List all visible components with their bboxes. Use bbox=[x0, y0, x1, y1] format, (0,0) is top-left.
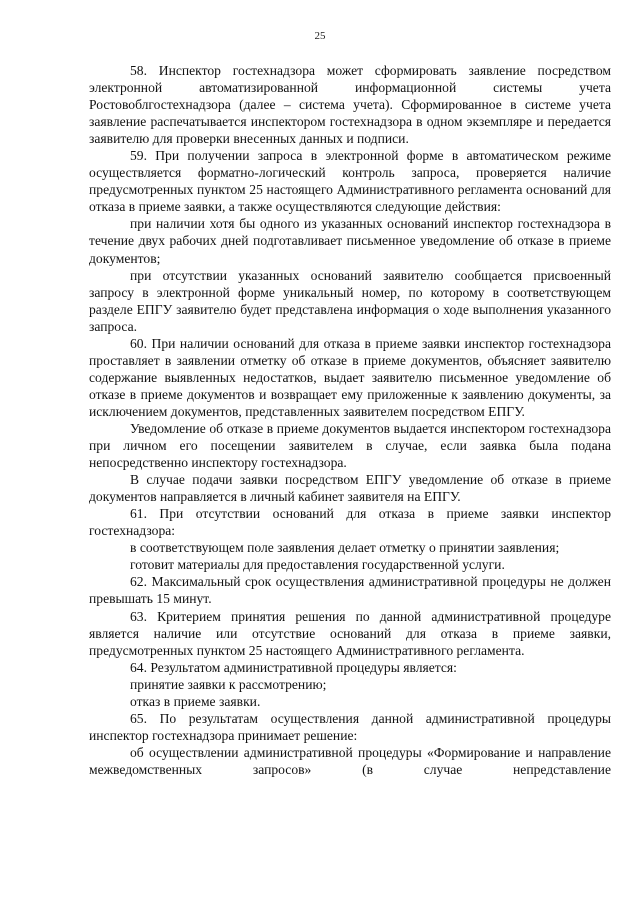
paragraph-58: 58. Инспектор гостехнадзора может сформировать заявление посредством электронной автоматизированной информационной системы учета Ростовоблгостехнадзора (далее – система учета). Сформированное в системе учета заявление распечатывается инспектором гостехнадзора в одном экземпляре и передается заявителю для проверки внесенных данных и подписи. bbox=[89, 63, 611, 147]
paragraph-61-item-2: готовит материалы для предоставления государственной услуги. bbox=[130, 557, 505, 573]
paragraph-59-item-1: при наличии хотя бы одного из указанных оснований инспектор гостехнадзора в течение двух рабочих дней подготавливает письменное уведомление об отказе в приеме документов; bbox=[89, 216, 611, 266]
paragraph-64: 64. Результатом административной процедуры является: bbox=[130, 659, 457, 675]
document-body bbox=[89, 62, 611, 778]
paragraph-64-item-2: отказ в приеме заявки. bbox=[130, 693, 261, 709]
paragraph-59: 59. При получении запроса в электронной форме в автоматическом режиме осуществляется форматно-логический контроль запроса, проверяется наличие предусмотренных пунктом 25 настоящего Административного регламента оснований для отказа в приеме заявки, а также осуществляются следующие действия: bbox=[89, 148, 611, 215]
paragraph-63: 63. Критерием принятия решения по данной административной процедуре является наличие или отсутствие оснований для отказа в приеме заявки, предусмотренных пунктом 25 настоящего Административного регламента. bbox=[89, 608, 611, 658]
paragraph-60-epgu: В случае подачи заявки посредством ЕПГУ уведомление об отказе в приеме документов направляется в личный кабинет заявителя на ЕПГУ. bbox=[89, 472, 611, 505]
paragraph-60-notice: Уведомление об отказе в приеме документов выдается инспектором гостехнадзора при личном его посещении заявителем в случае, если заявка была подана непосредственно инспектору гостехнадзора. bbox=[89, 420, 611, 471]
paragraph-59-item-2: при отсутствии указанных оснований заявителю сообщается присвоенный запросу в электронной форме уникальный номер, по которому в соответствующем разделе ЕПГУ заявителю будет представлена информация о ходе выполнения указанного запроса. bbox=[89, 267, 611, 334]
paragraph-62: 62. Максимальный срок осуществления административной процедуры не должен превышать 15 минут. bbox=[89, 574, 611, 607]
paragraph-65-item-1: об осуществлении административной процедуры «Формирование и направление межведомственных запросов» (в случае непредставление bbox=[89, 744, 611, 777]
page-number: 25 bbox=[314, 30, 326, 42]
paragraph-60: 60. При наличии оснований для отказа в приеме заявки инспектор гостехнадзора проставляет в заявлении отметку об отказе в приеме документов, объясняет заявителю содержание выявленных недостатков, выдает заявителю письменное уведомление об отказе в приеме документов и возвращает ему приложенные к заявлению документы, за исключением документов, представленных заявителем посредством ЕПГУ. bbox=[89, 335, 611, 419]
paragraph-61: 61. При отсутствии оснований для отказа в приеме заявки инспектор гостехнадзора: bbox=[89, 506, 611, 539]
paragraph-65: 65. По результатам осуществления данной административной процедуры инспектор гостехнадзора принимает решение: bbox=[89, 710, 611, 743]
paragraph-61-item-1: в соответствующем поле заявления делает отметку о принятии заявления; bbox=[130, 540, 560, 556]
paragraph-64-item-1: принятие заявки к рассмотрению; bbox=[130, 676, 327, 692]
